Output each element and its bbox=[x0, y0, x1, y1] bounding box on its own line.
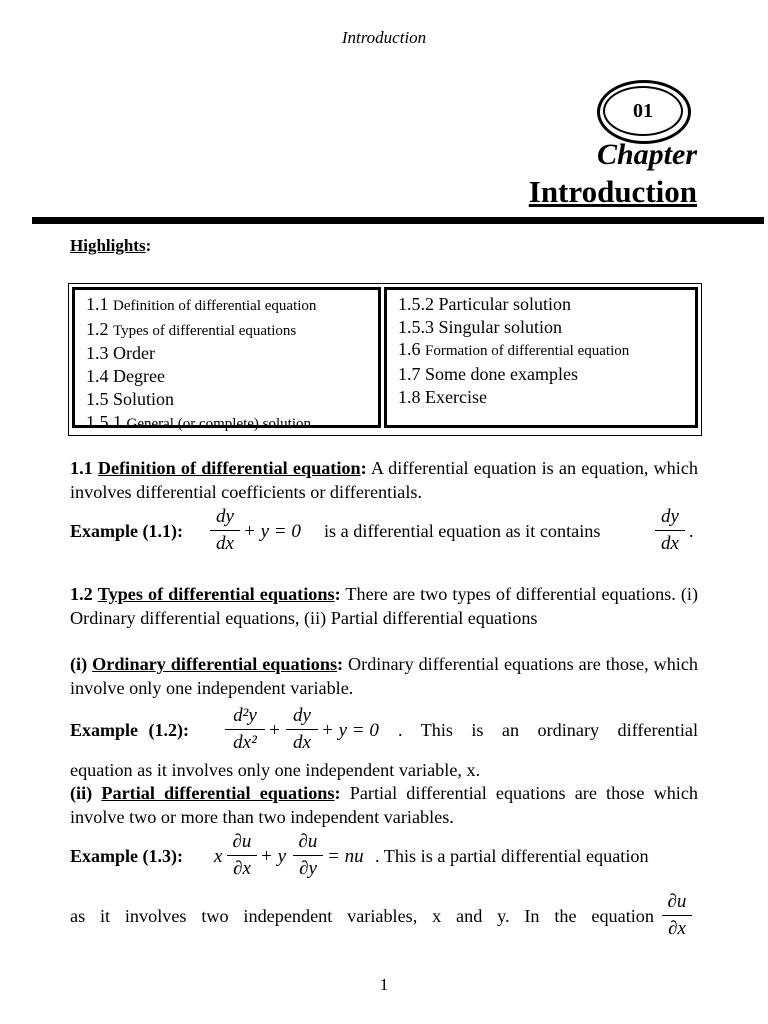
example-1-2-fraction-1: d²y dx² bbox=[225, 705, 265, 754]
toc-item: 1.2 Types of differential equations bbox=[86, 318, 297, 339]
example-1-2-plus: + bbox=[268, 720, 281, 741]
example-1-1-fraction-2: dy dx bbox=[655, 506, 685, 555]
example-1-1-period: . bbox=[689, 521, 694, 541]
toc-item: 1.8 Exercise bbox=[398, 386, 487, 407]
pde-paragraph: (ii) Partial differential equations: Partial differential equations are those which involve two or more than two independent variables. bbox=[70, 783, 699, 827]
title-rule bbox=[32, 217, 764, 224]
example-1-2-label: Example (1.2): bbox=[70, 720, 189, 740]
toc-item: 1.5.3 Singular solution bbox=[398, 316, 563, 337]
highlights-left-column bbox=[72, 287, 381, 432]
example-1-3-fraction-1: ∂u ∂x bbox=[227, 831, 257, 880]
example-1-3-plus-y: + y bbox=[260, 846, 287, 867]
example-1-2-fraction-2: dy dx bbox=[286, 705, 318, 754]
example-1-1-label: Example (1.1): bbox=[70, 521, 183, 541]
example-1-3-label: Example (1.3): bbox=[70, 846, 183, 866]
toc-item: 1.5.2 Particular solution bbox=[398, 294, 571, 314]
example-1-1-eq-tail: + y = 0 bbox=[243, 521, 301, 542]
chapter-label: Chapter bbox=[596, 138, 697, 171]
example-1-3-x: x bbox=[214, 846, 223, 867]
ode-paragraph: (i) Ordinary differential equations: Ordinary differential equations are those, which involve only one independent variable. bbox=[70, 654, 699, 698]
toc-item: 1.6 Formation of differential equation bbox=[398, 339, 630, 360]
example-1-1-fraction: dy dx bbox=[210, 506, 240, 555]
running-header: Introduction bbox=[341, 28, 427, 47]
example-1-1-text: is a differential equation as it contains bbox=[324, 521, 601, 541]
section-1-1-paragraph: 1.1 Definition of differential equation: A differential equation is an equation, which involves differential coefficients or differentials. bbox=[70, 458, 698, 502]
toc-item: 1.1 Definition of differential equation bbox=[86, 294, 317, 314]
chapter-number: 01 bbox=[603, 86, 683, 136]
example-1-2-eq-tail: + y = 0 bbox=[321, 720, 379, 741]
example-1-3-fraction-2: ∂u ∂y bbox=[293, 831, 323, 880]
toc-item: 1.7 Some done examples bbox=[398, 364, 578, 385]
toc-item: 1.5 Solution bbox=[86, 388, 175, 409]
chapter-title: Introduction bbox=[528, 174, 697, 209]
highlights-right-column bbox=[384, 287, 698, 428]
example-1-3-text: . This is a partial differential equation bbox=[375, 846, 649, 866]
highlights-heading: Highlights: bbox=[70, 236, 152, 255]
toc-item: 1.5.1 General (or complete) solution bbox=[86, 411, 312, 432]
trailing-fraction: ∂u ∂x bbox=[662, 891, 692, 940]
example-1-2-text: . This is an ordinary differential bbox=[398, 720, 698, 740]
example-1-3-eq: = nu bbox=[327, 846, 364, 867]
example-1-3-continuation: as it involves two independent variables, x and y. In the equation bbox=[70, 906, 654, 926]
example-1-2-continuation: equation as it involves only one independent variable, x. bbox=[70, 760, 481, 780]
page-number: 1 bbox=[379, 975, 389, 994]
toc-item: 1.4 Degree bbox=[86, 366, 165, 387]
toc-item: 1.3 Order bbox=[86, 343, 155, 364]
section-1-2-paragraph: 1.2 Types of differential equations: There are two types of differential equations. (i) Ordinary differential equations, (ii) Partial differential equations bbox=[70, 584, 699, 628]
highlights-table bbox=[68, 283, 702, 436]
